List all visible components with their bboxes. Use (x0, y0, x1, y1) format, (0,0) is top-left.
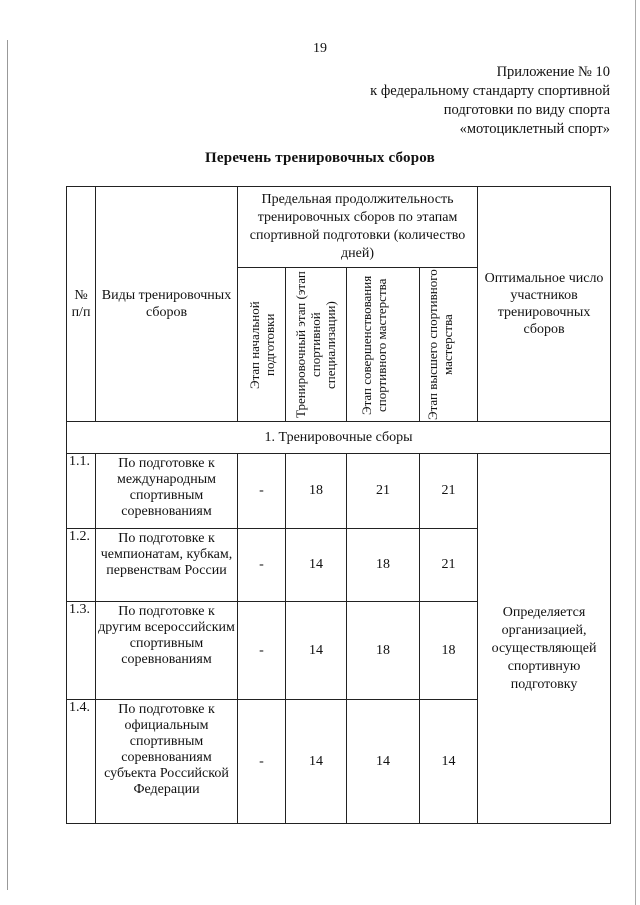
row-number: 1.3. (67, 602, 96, 700)
header-stage-initial-text: Этап начальной подготовки (246, 300, 277, 389)
header-stage-training-text: Тренировочный этап (этап спортивной специализации) (293, 271, 338, 418)
value-initial: - (238, 602, 286, 700)
section-heading: 1. Тренировочные сборы (67, 422, 611, 454)
value-highest: 14 (420, 700, 478, 824)
value-training: 14 (286, 602, 347, 700)
training-camps-table (66, 186, 611, 824)
value-highest: 21 (420, 454, 478, 529)
header-duration: Предельная продолжительность тренировочных сборов по этапам спортивной подготовки (количество дней) (238, 187, 478, 268)
value-initial: - (238, 529, 286, 602)
header-stage-highest (420, 268, 478, 422)
header-stage-highest-text: Этап высшего спортивного мастерства (424, 269, 455, 420)
header-types: Виды тренировочных сборов (96, 187, 238, 422)
row-number: 1.4. (67, 700, 96, 824)
value-improvement: 14 (347, 700, 420, 824)
header-stage-initial (238, 268, 286, 422)
appendix-line-1: Приложение № 10 (496, 64, 610, 80)
table-row (67, 454, 611, 529)
row-number: 1.2. (67, 529, 96, 602)
optimal-participants-note: Определяется организацией, осуществляющей спортивную подготовку (478, 454, 611, 824)
page-edge-left (7, 40, 8, 890)
row-name-text: По подготовке к международным спортивным соревнованиям (116, 456, 217, 519)
header-stage-training (286, 268, 347, 422)
row-name-text: По подготовке к официальным спортивным соревнованиям субъекта Российской Федерации (104, 702, 229, 797)
value-initial: - (238, 454, 286, 529)
row-name (96, 454, 238, 529)
value-highest: 21 (420, 529, 478, 602)
value-initial: - (238, 700, 286, 824)
document-title: Перечень тренировочных сборов (205, 150, 435, 166)
row-number: 1.1. (67, 454, 96, 529)
page-number: 19 (313, 41, 327, 56)
value-training: 14 (286, 700, 347, 824)
row-name (96, 700, 238, 824)
value-improvement: 18 (347, 529, 420, 602)
appendix-line-2: к федеральному стандарту спортивной (370, 83, 610, 99)
value-improvement: 21 (347, 454, 420, 529)
value-training: 14 (286, 529, 347, 602)
appendix-line-4: «мотоциклетный спорт» (459, 121, 610, 137)
appendix-caption (370, 63, 610, 139)
row-name (96, 602, 238, 700)
appendix-line-3: подготовки по виду спорта (443, 102, 610, 118)
page-edge-right (635, 0, 636, 905)
row-name-text: По подготовке к чемпионатам, кубкам, первенствам России (100, 531, 233, 578)
row-name (96, 529, 238, 602)
header-stage-improvement (347, 268, 420, 422)
value-training: 18 (286, 454, 347, 529)
value-highest: 18 (420, 602, 478, 700)
header-optimal: Оптимальное число участников тренировочных сборов (478, 187, 611, 422)
row-name-text: По подготовке к другим всероссийским спортивным соревнованиям (98, 604, 235, 667)
header-number: № п/п (67, 187, 96, 422)
value-improvement: 18 (347, 602, 420, 700)
header-stage-improvement-text: Этап совершенствования спортивного мастерства (359, 274, 389, 415)
